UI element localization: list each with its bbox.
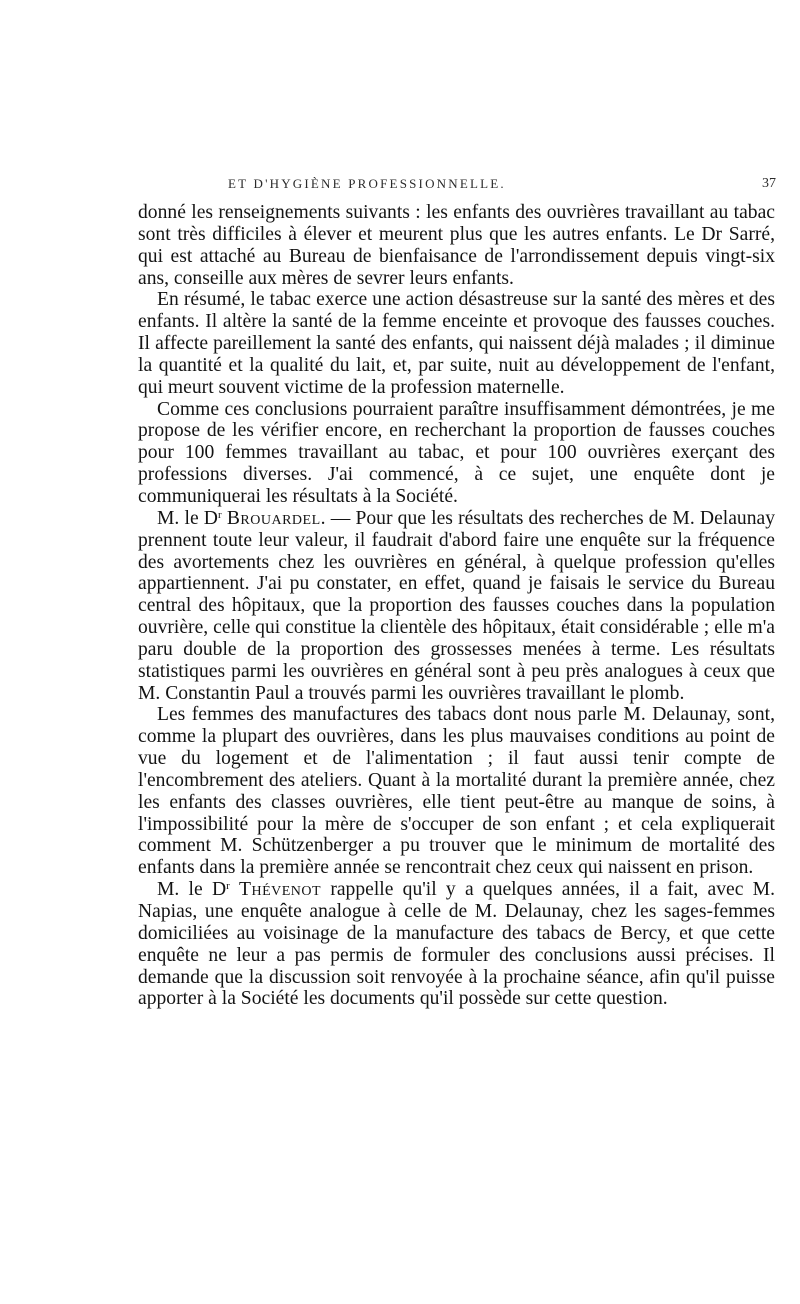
speaker-title-sup: r <box>217 508 222 521</box>
paragraph-brouardel <box>138 508 775 705</box>
speaker-name-thevenot: Thévenot <box>239 879 322 901</box>
running-title: ET D'HYGIÈNE PROFESSIONNELLE. <box>228 176 506 191</box>
page-number: 37 <box>762 176 776 191</box>
speaker-name-brouardel: Brouardel <box>226 507 321 529</box>
speech-brouardel: . — Pour que les résultats des recherches de M. Delaunay prennent toute leur valeur, il faudrait d'abord faire une enquête sur la fréquence des avortements chez les ouvrières en général, à quelque profession qu'elles appartiennent. J'ai pu constater, en effet, quand je faisais le service du Bureau central des hôpitaux, que la proportion des fausses couches dans la population ouvrière, celle qui constitue la clientèle des hôpitaux, était considérable ; elle m'a paru double de la proportion des grossesses menées à terme. Les résultats statistiques parmi les ouvrières en général sont à peu près analogues à ceux que M. Constantin Paul a trouvés parmi les ouvrières travaillant le plomb. <box>138 507 775 704</box>
paragraph-continuation: donné les renseignements suivants : les enfants des ouvrières travaillant au tabac sont très difficiles à élever et meurent plus que les autres enfants. Le Dr Sarré, qui est attaché au Bureau de bienfaisance de l'arrondissement depuis vingt-six ans, conseille aux mères de sevrer leurs enfants. <box>138 202 775 289</box>
paragraph-manufactures: Les femmes des manufactures des tabacs dont nous parle M. Delaunay, sont, comme la plupart des ouvrières, dans les plus mauvaises conditions au point de vue du logement et de l'alimentation ; il faut aussi tenir compte de l'encombrement des ateliers. Quant à la mortalité durant la première année, chez les enfants des classes ouvrières, elle tient peut-être au manque de soins, à l'impossibilité pour la mère de s'occuper de son enfant ; et cela expliquerait comment M. Schützenberger a pu trouver que le minimum de mortalité des enfants dans la première année se rencontrait chez ceux qui naissent en prison. <box>138 704 775 879</box>
speaker-title-sup: r <box>226 880 230 893</box>
speech-thevenot: rappelle qu'il y a quelques années, il a fait, avec M. Napias, une enquête analogue à celle de M. Delaunay, chez les sages-femmes domiciliées au voisinage de la manufacture des tabacs de Bercy, et que cette enquête ne leur a pas permis de formuler des conclusions aussi précises. Il demande que la discussion soit renvoyée à la prochaine séance, afin qu'il puisse apporter à la Société les documents qu'il possède sur cette question. <box>138 879 775 1010</box>
paragraph-verification: Comme ces conclusions pourraient paraître insuffisamment démontrées, je me propose de les vérifier encore, en recherchant la proportion de fausses couches pour 100 femmes travaillant au tabac, et pour 100 ouvrières exerçant des professions diverses. J'ai commencé, à ce sujet, une enquête dont je communiquerai les résultats à la Société. <box>138 398 775 507</box>
speaker-prefix: M. le D <box>157 507 218 529</box>
body-text <box>138 202 775 1010</box>
paragraph-summary: En résumé, le tabac exerce une action désastreuse sur la santé des mères et des enfants. Il altère la santé de la femme enceinte et provoque des fausses couches. Il affecte pareillement la santé des enfants, qui naissent déjà malades ; il diminue la quantité et la qualité du lait, et, par suite, nuit au développement de l'enfant, qui meurt souvent victime de la profession maternelle. <box>138 289 775 398</box>
speaker-prefix: M. le D <box>157 879 227 901</box>
paragraph-thevenot <box>138 879 775 1010</box>
